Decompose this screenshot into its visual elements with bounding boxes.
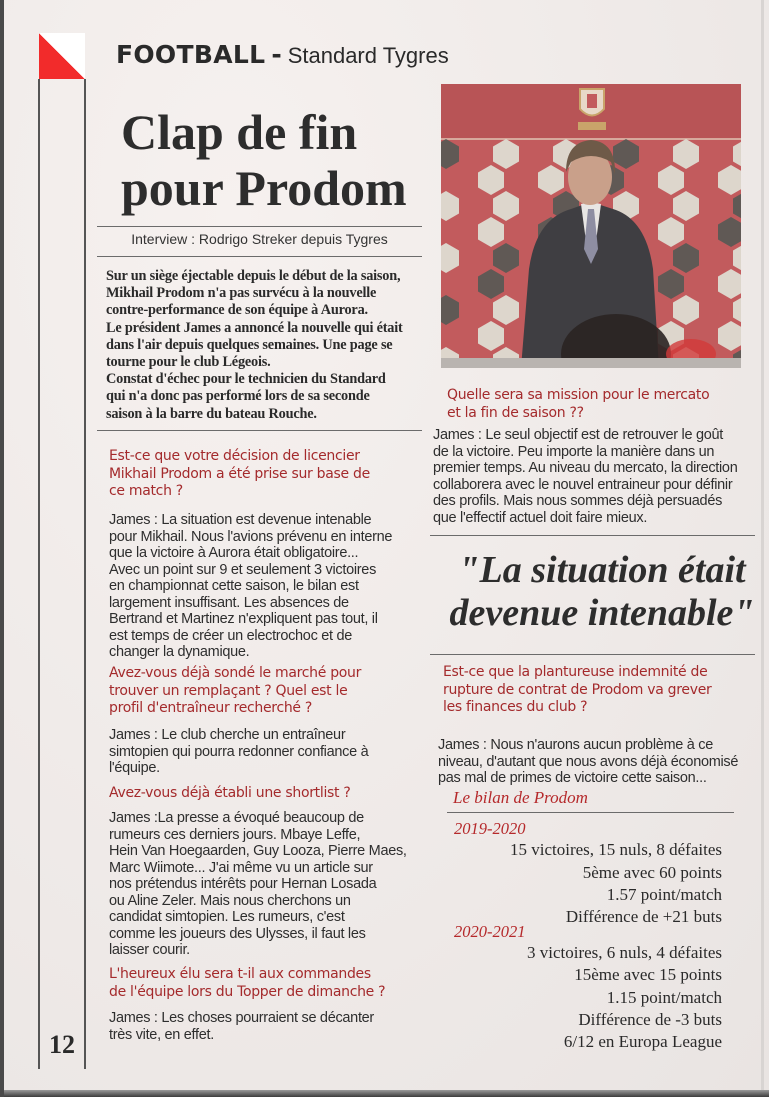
interview-question: L'heureux élu sera t-il aux commandes de l'équipe lors du Topper de dimanche ? <box>109 966 386 1000</box>
season-stat: 15ème avec 15 points <box>574 965 722 984</box>
article-headline <box>121 104 421 216</box>
interview-answer: James : Les choses pourraient se décanter très vite, en effet. <box>109 1010 374 1043</box>
right-edge <box>761 0 764 1090</box>
lede-line: dans l'air depuis quelques semaines. Une page se <box>106 336 393 353</box>
corner-flag-icon <box>39 33 85 79</box>
pull-quote: "La situation était devenue intenable" <box>449 549 755 634</box>
interview-question: Quelle sera sa mission pour le mercato et la fin de saison ?? <box>447 387 710 421</box>
interview-question: Avez-vous déjà sondé le marché pour trouver un remplaçant ? Quel est le profil d'entraîneur recherché ? <box>109 665 362 716</box>
season-stat: 15 victoires, 15 nuls, 8 défaites <box>510 840 722 859</box>
headline-line: pour Prodom <box>121 160 407 216</box>
article-photo <box>441 84 741 368</box>
interview-question: Est-ce que votre décision de licencier Mikhail Prodom a été prise sur base de ce match ? <box>109 448 370 499</box>
interview-answer: James : La situation est devenue intenable pour Mikhail. Nous l'avions prévenu en interne que la victoire à Aurora était obligatoire... Avec un point sur 9 et seulement 3 victoires en championnat cette saison, le bilan est largement insuffisant. Les absences de Bertrand et Martinez n'expliquent pas tout, il est temps de créer un electrochoc et de changer la dynamique. <box>109 512 393 660</box>
divider <box>447 812 734 813</box>
byline: Interview : Rodrigo Streker depuis Tygres <box>131 231 388 247</box>
lede-line: contre-performance de son équipe à Aurora. <box>106 302 368 319</box>
season-stat: 1.15 point/match <box>606 988 722 1007</box>
season-stat: 5ème avec 60 points <box>582 863 722 882</box>
club-crest-icon <box>578 89 606 130</box>
divider <box>97 430 422 431</box>
lede-line: Constat d'échec pour le technicien du Standard <box>106 371 386 388</box>
lede-line: Mikhail Prodom n'a pas survécu à la nouvelle <box>106 285 377 302</box>
left-margin-rule-inner <box>84 79 86 1069</box>
divider <box>97 226 422 227</box>
section-separator: - <box>271 40 282 69</box>
headline-line: Clap de fin <box>121 104 358 160</box>
divider <box>430 654 755 655</box>
section-header <box>116 40 449 69</box>
left-margin-rule-outer <box>38 79 40 1069</box>
section-label: FOOTBALL <box>116 40 266 69</box>
page-number: 12 <box>49 1030 75 1059</box>
season-label: 2019-2020 <box>454 819 526 838</box>
interview-answer: James : Le club cherche un entraîneur simtopien qui pourra redonner confiance à l'équipe. <box>109 727 369 776</box>
season-stat: 6/12 en Europa League <box>563 1032 722 1051</box>
lede-line: tourne pour le club Légeois. <box>106 354 271 371</box>
article-lede <box>106 268 426 423</box>
season-label: 2020-2021 <box>454 922 526 941</box>
bilan-title: Le bilan de Prodom <box>453 788 588 807</box>
divider <box>430 535 755 536</box>
lede-line: Le président James a annoncé la nouvelle qui était <box>106 319 403 336</box>
season-stat: 3 victoires, 6 nuls, 4 défaites <box>527 943 722 962</box>
interview-answer: James : Le seul objectif est de retrouver le goût de la victoire. Peu importe la manière dans un premier temps. Au niveau du mercato, la direction collaborera avec le nouvel entraineur pour définir des profils. Mais nous sommes déjà persuadés que l'effectif actuel doit faire mieux. <box>433 427 738 526</box>
lede-line: Sur un siège éjectable depuis le début de la saison, <box>106 268 401 284</box>
lede-line: saison à la barre du bateau Rouche. <box>106 405 317 422</box>
interview-answer: James :La presse a évoqué beaucoup de rumeurs ces derniers jours. Mbaye Leffe, Hein Van Hoegaarden, Guy Looza, Pierre Maes, Marc Wiimote... J'ai même vu un article sur nos prétendus intérêts pour Hernan Losada ou Aline Zeler. Mais nous cherchons un candidat simtopien. Les rumeurs, c'est comme les joueurs des Ulysses, il faut les laisser courir. <box>109 810 407 958</box>
season-stat: 1.57 point/match <box>606 885 722 904</box>
interview-answer: James : Nous n'aurons aucun problème à ce niveau, d'autant que nous avons déjà économisé pas mal de primes de victoire cette saison... <box>438 737 739 786</box>
subsection-label: Standard Tygres <box>287 43 449 68</box>
season-stat: Différence de -3 buts <box>578 1010 722 1029</box>
photo-illustration <box>441 84 741 368</box>
season-stat: Différence de +21 buts <box>565 907 722 926</box>
divider <box>97 256 422 257</box>
interview-question: Est-ce que la plantureuse indemnité de rupture de contrat de Prodom va grever les finances du club ? <box>443 664 712 715</box>
lede-line: qui n'a donc pas performé lors de sa seconde <box>106 388 370 405</box>
page-bottom-edge <box>4 1090 769 1097</box>
interview-question: Avez-vous déjà établi une shortlist ? <box>109 785 351 801</box>
